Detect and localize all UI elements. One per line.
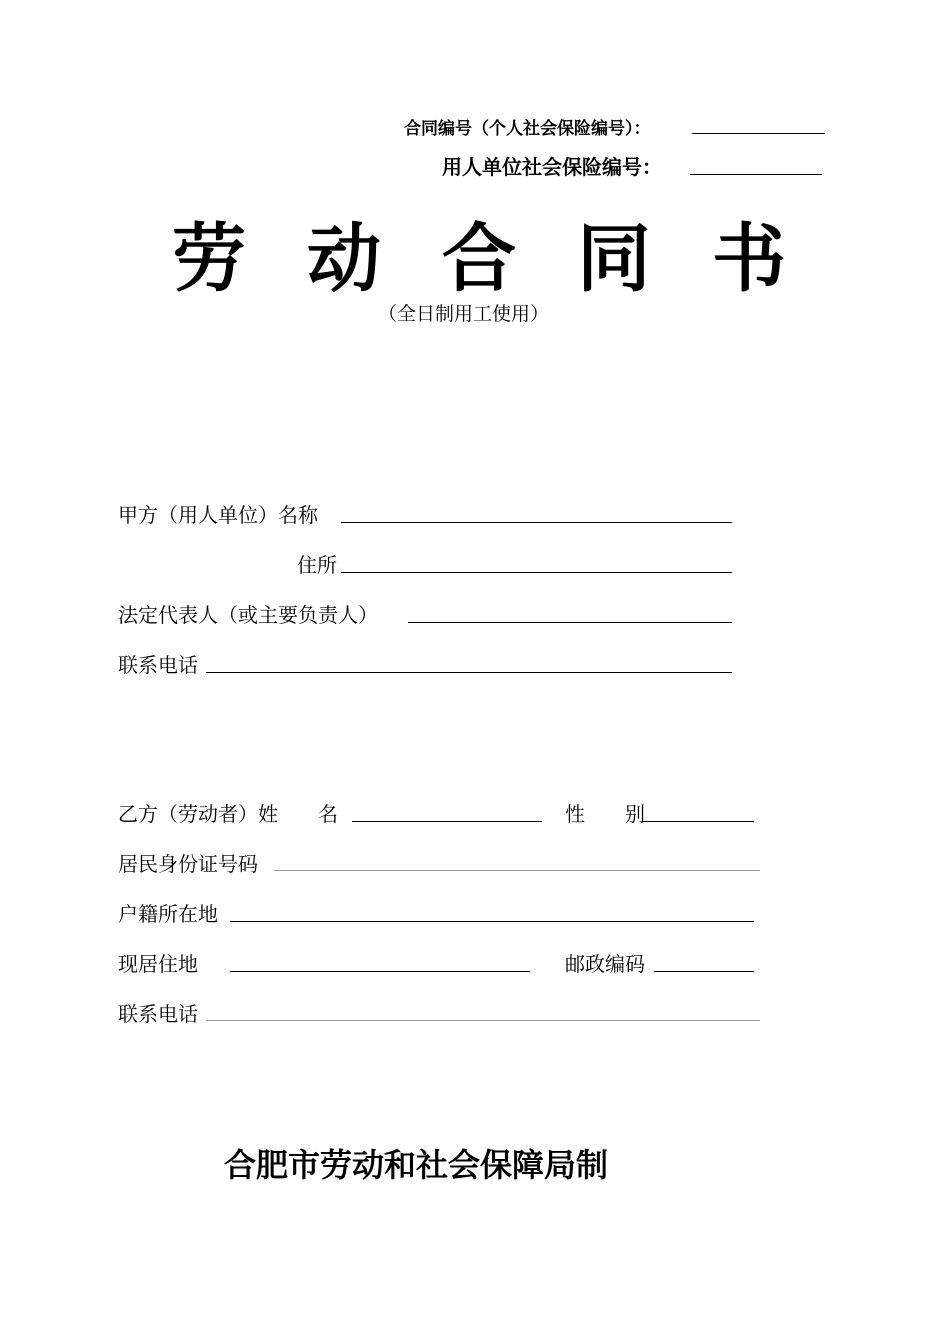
party-b-phone-field[interactable]	[206, 1020, 760, 1021]
party-a-phone-field[interactable]	[206, 672, 732, 673]
party-a-name-field[interactable]	[341, 522, 732, 523]
party-a-legal-rep-field[interactable]	[408, 622, 732, 623]
party-a-legal-rep-label: 法定代表人（或主要负责人）	[118, 603, 378, 627]
party-b-gender-field[interactable]	[642, 821, 754, 822]
party-b-current-address-label: 现居住地	[118, 952, 198, 976]
party-a-name-label: 甲方（用人单位）名称	[118, 503, 318, 527]
party-b-id-label: 居民身份证号码	[118, 852, 258, 876]
party-b-postcode-label: 邮政编码	[565, 952, 645, 976]
employer-si-no-label: 用人单位社会保险编号：	[442, 155, 662, 179]
party-a-phone-label: 联系电话	[118, 653, 198, 677]
party-b-id-field[interactable]	[274, 870, 760, 871]
party-b-current-address-field[interactable]	[230, 971, 530, 972]
party-b-hukou-label: 户籍所在地	[118, 902, 218, 926]
title-char-1: 劳	[172, 216, 246, 302]
party-a-address-label: 住所	[297, 553, 337, 577]
party-b-gender-label: 性 别	[565, 802, 645, 826]
title-char-4: 同	[577, 216, 651, 302]
title-char-5: 书	[712, 216, 786, 302]
party-a-address-field[interactable]	[341, 572, 732, 573]
party-b-postcode-field[interactable]	[654, 971, 754, 972]
party-b-name-label: 乙方（劳动者）姓 名	[118, 802, 338, 826]
party-b-hukou-field[interactable]	[230, 921, 754, 922]
party-b-name-field[interactable]	[352, 821, 542, 822]
contract-no-label: 合同编号（个人社会保险编号）：	[404, 119, 651, 139]
party-b-phone-label: 联系电话	[118, 1002, 198, 1026]
title-char-2: 动	[307, 216, 381, 302]
issuer-label: 合肥市劳动和社会保障局制	[224, 1146, 609, 1184]
document-subtitle: （全日制用工使用）	[378, 303, 550, 325]
employer-si-no-field[interactable]	[690, 174, 822, 175]
contract-no-field[interactable]	[692, 133, 825, 134]
title-char-3: 合	[442, 216, 516, 302]
